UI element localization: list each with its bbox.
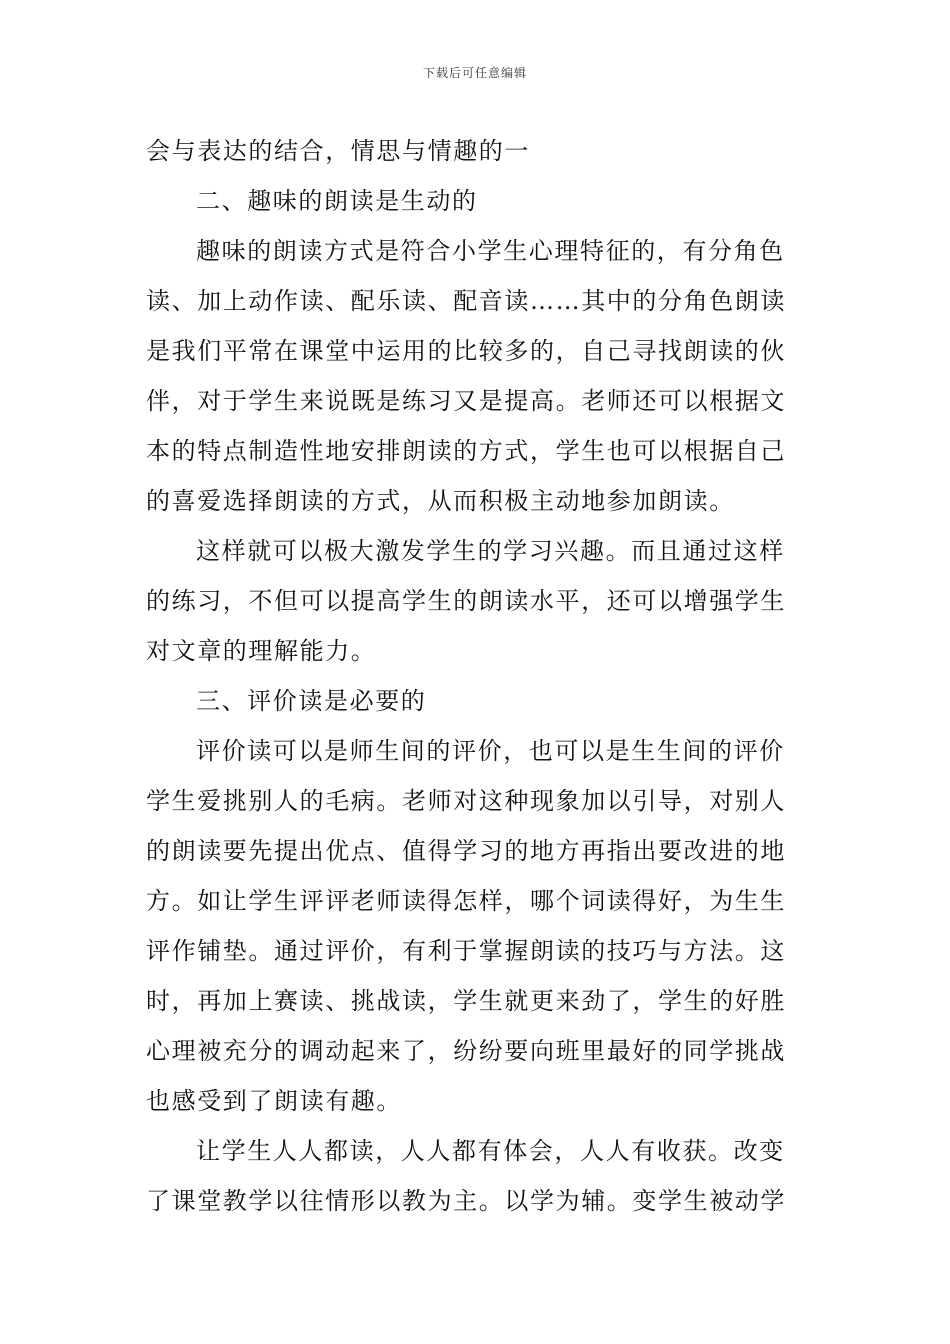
text-line: 方。如让学生评评老师读得怎样，哪个词读得好，为生生 xyxy=(146,887,786,915)
section-heading: 三、评价读是必要的 xyxy=(196,687,427,715)
text-line: 了课堂教学以往情形以教为主。以学为辅。变学生被动学 xyxy=(146,1187,786,1215)
text-line: 对文章的理解能力。 xyxy=(146,637,377,665)
text-line: 会与表达的结合，情思与情趣的一 xyxy=(146,137,530,165)
document-body xyxy=(146,126,808,1226)
text-line: 读、加上动作读、配乐读、配音读……其中的分角色朗读 xyxy=(146,287,786,315)
text-line: 评作铺垫。通过评价，有利于掌握朗读的技巧与方法。这 xyxy=(146,937,786,965)
text-line: 的朗读要先提出优点、值得学习的地方再指出要改进的地 xyxy=(146,837,786,865)
text-line: 趣味的朗读方式是符合小学生心理特征的，有分角色 xyxy=(196,237,785,265)
page-header-note: 下载后可任意编辑 xyxy=(422,66,527,80)
text-line: 这样就可以极大激发学生的学习兴趣。而且通过这样 xyxy=(196,537,785,565)
text-line: 心理被充分的调动起来了，纷纷要向班里最好的同学挑战 xyxy=(146,1037,786,1065)
text-line: 的练习，不但可以提高学生的朗读水平，还可以增强学生 xyxy=(146,587,786,615)
text-line: 学生爱挑别人的毛病。老师对这种现象加以引导，对别人 xyxy=(146,787,786,815)
text-line: 也感受到了朗读有趣。 xyxy=(146,1087,402,1115)
text-line: 的喜爱选择朗读的方式，从而积极主动地参加朗读。 xyxy=(146,487,735,515)
text-line: 时，再加上赛读、挑战读，学生就更来劲了，学生的好胜 xyxy=(146,987,786,1015)
text-line: 伴，对于学生来说既是练习又是提高。老师还可以根据文 xyxy=(146,387,786,415)
text-line: 是我们平常在课堂中运用的比较多的，自己寻找朗读的伙 xyxy=(146,337,786,365)
text-line: 让学生人人都读，人人都有体会，人人有收获。改变 xyxy=(196,1137,785,1165)
section-heading: 二、趣味的朗读是生动的 xyxy=(196,187,478,215)
text-line: 评价读可以是师生间的评价，也可以是生生间的评价 xyxy=(196,737,785,765)
text-line: 本的特点制造性地安排朗读的方式，学生也可以根据自己 xyxy=(146,437,786,465)
